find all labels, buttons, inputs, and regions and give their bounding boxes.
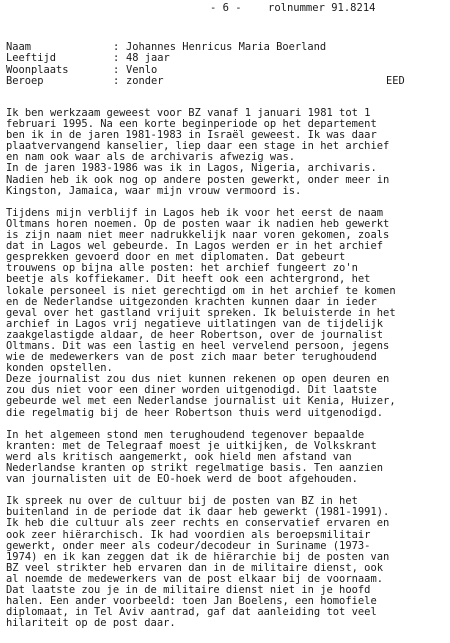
text-line: Oltmans horen noemen. Op de posten waar ik nadien heb gewerkt (6, 217, 390, 230)
text-line: Ik heb die cultuur als zeer rechts en conservatief ervaren en (6, 517, 390, 530)
text-line: kranten: met de Telegraaf moest je uitkijken, de Volkskrant (6, 439, 377, 452)
text-line: plaatvervangend kanselier, liep daar een stage in het archief (6, 140, 390, 153)
text-line: en nam ook waar als de archivaris afwezig was. (6, 151, 296, 164)
detail-separator: : (113, 41, 120, 53)
statement-paragraph (6, 208, 446, 419)
text-line: buitenland in de periode dat ik daar heb gewerkt (1981-1991). (6, 506, 390, 519)
text-line: februari 1995. Na een korte beginperiode op het departement (6, 118, 377, 131)
text-line: Ik spreek nu over de cultuur bij de posten van BZ in het (6, 495, 358, 508)
text-line: wie de medewerkers van de post zich maar beter terughoudend (6, 351, 377, 364)
text-line: BZ veel strikter heb ervaren dan in de militaire dienst, ook (6, 561, 384, 574)
text-line: gewerkt, onder meer als codeur/decodeur in Suriname (1973- (6, 539, 371, 552)
text-line: zou dus niet voor een diner worden uitgenodigd. Dit laatste (6, 384, 377, 397)
text-line: diplomaat, in Tel Aviv aantrad, gaf dat aanleiding tot veel (6, 606, 377, 619)
text-line: Nadien heb ik ook nog op andere posten gewerkt, onder meer in (6, 173, 390, 186)
detail-label: Naam (6, 41, 32, 53)
text-line: hilariteit op de post daar. (6, 617, 176, 630)
text-line: Tijdens mijn verblijf in Lagos heb ik voor het eerst de naam (6, 206, 384, 219)
detail-row-profession (6, 76, 426, 87)
text-line: lokale personeel is niet gerechtigd om in het archief te komen (6, 284, 396, 297)
text-line: van journalisten uit de EO-hoek werd de boot afgehouden. (6, 473, 358, 486)
detail-row-residence (6, 65, 426, 76)
text-line: Dat laatste zou je in de militaire dienst niet in je hoofd (6, 584, 371, 597)
statement-paragraph (6, 496, 446, 629)
text-line: 1974) en ik kan zeggen dat ik de hiërarchie bij de posten van (6, 550, 390, 563)
detail-row-age (6, 53, 426, 64)
roll-number: rolnummer 91.8214 (268, 2, 376, 14)
text-line: ook zeer hiërarchisch. Ik had voordien als beroepsmilitair (6, 528, 371, 541)
detail-separator: : (113, 52, 120, 65)
detail-label: Woonplaats (6, 63, 69, 76)
text-line: In de jaren 1983-1986 was ik in Lagos, Nigeria, archivaris. (6, 162, 377, 175)
page-number: - 6 - (210, 2, 242, 14)
text-line: konden opstellen. (6, 362, 113, 375)
text-line: Ik ben werkzaam geweest voor BZ vanaf 1 januari 1981 tot 1 (6, 107, 371, 119)
text-line: halen. Een ander voorbeeld: toen Jan Boelens, een homofiele (6, 595, 377, 608)
text-line: werd als kritisch aangemerkt, ook hield men afstand van (6, 450, 352, 463)
detail-label: Beroep (6, 75, 44, 88)
text-line: gesprekken gevoerd door en met diplomaten. Dat gebeurt (6, 251, 346, 264)
detail-row-name (6, 42, 426, 53)
text-line: die regelmatig bij de heer Robertson thuis werd uitgenodigd. (6, 406, 384, 419)
text-line: ben ik in de jaren 1981-1983 in Israël geweest. Ik was daar (6, 129, 377, 142)
text-line: Kingston, Jamaica, waar mijn vrouw vermoord is. (6, 184, 302, 197)
detail-value: zonder (126, 75, 164, 88)
text-line: In het algemeen stond men terughoudend tegenover bepaalde (6, 428, 365, 441)
text-line: zaakgelastigde aldaar, de heer Robertson, over de journalist (6, 328, 384, 341)
detail-value: Venlo (126, 63, 158, 76)
text-line: dat in Lagos wel gebeurde. In Lagos werden er in het archief (6, 240, 384, 253)
statement-body (6, 108, 446, 641)
detail-label: Leeftijd (6, 52, 57, 65)
text-line: geval over het gastland vrijuit spreken. Ik beluisterde in het (6, 306, 396, 319)
page-header (0, 1, 450, 15)
detail-value: 48 jaar (126, 52, 170, 65)
text-line: gebeurde wel met een Nederlandse journalist uit Kenia, Huizer, (6, 395, 396, 408)
text-line: al noemde de medewerkers van de post elkaar bij de voornaam. (6, 572, 384, 585)
text-line: is zijn naam niet meer nadrukkelijk naar voren gekomen, zoals (6, 229, 390, 242)
witness-details (6, 42, 426, 88)
detail-separator: : (113, 75, 120, 88)
detail-separator: : (113, 63, 120, 76)
text-line: archief in Lagos vrij negatieve uitlatingen van de tijdelijk (6, 317, 384, 330)
statement-paragraph (6, 430, 446, 485)
text-line: beetje als koffiekamer. Dit heeft ook een achtergrond, het (6, 273, 371, 286)
text-line: en de Nederlandse uitgezonden krachten kunnen daar in ieder (6, 295, 377, 308)
oath-mark: EED (386, 75, 405, 88)
text-line: trouwens op bijna alle posten: het archief fungeert zo'n (6, 262, 358, 275)
statement-paragraph (6, 108, 446, 197)
text-line: Deze journalist zou dus niet kunnen rekenen op open deuren en (6, 373, 390, 386)
detail-value: Johannes Henricus Maria Boerland (126, 41, 327, 53)
text-line: Oltmans. Dit was een lastig en heel vervelend persoon, jegens (6, 339, 390, 352)
text-line: Nederlandse kranten op strikt regelmatige basis. Ten aanzien (6, 462, 384, 474)
